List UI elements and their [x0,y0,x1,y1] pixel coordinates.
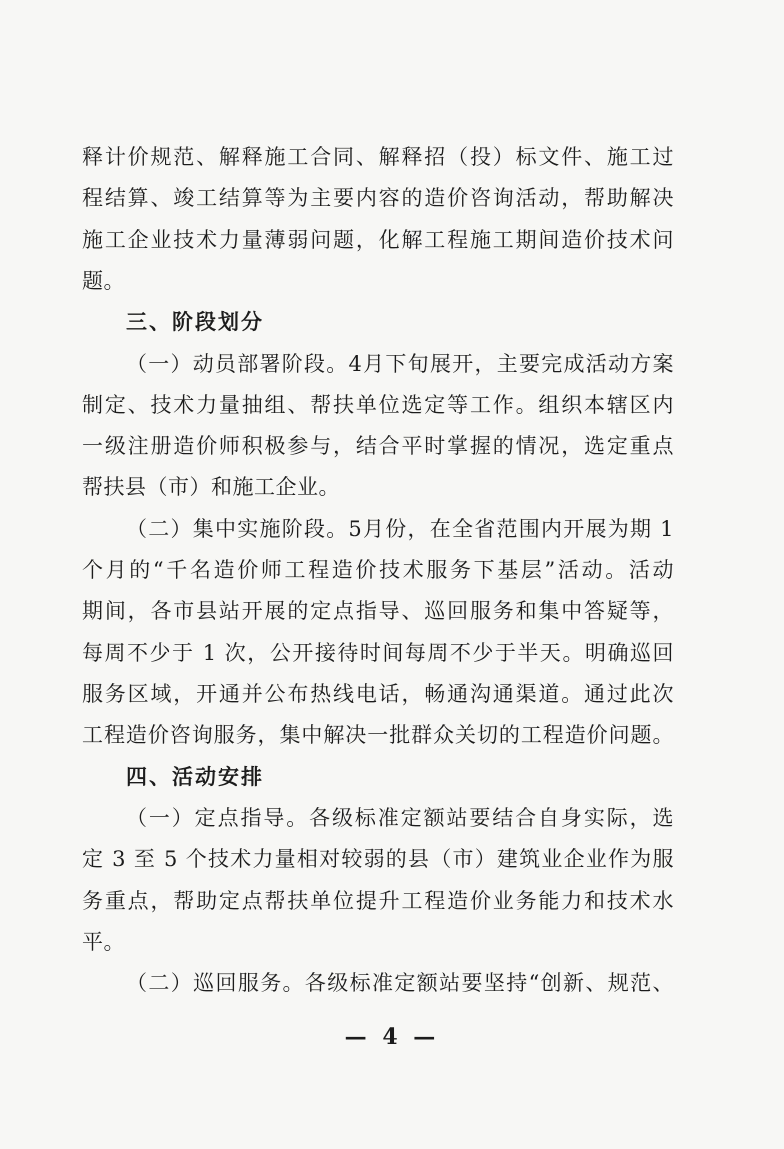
body-text-line: 个月的“千名造价师工程造价技术服务下基层”活动。活动 [82,558,674,582]
body-text-line: 施工企业技术力量薄弱问题，化解工程施工期间造价技术问 [82,228,674,252]
body-text-line: 务重点，帮助定点帮扶单位提升工程造价业务能力和技术水 [82,889,674,913]
body-text-line: 工程造价咨询服务，集中解决一批群众关切的工程造价问题。 [82,723,674,747]
body-text-line: 题。 [82,269,125,293]
section-heading: 三、阶段划分 [126,310,264,334]
body-text-line: 帮扶县（市）和施工企业。 [82,475,340,499]
body-text-line: （二）集中实施阶段。5月份，在全省范围内开展为期 1 [126,517,674,541]
body-text-line: 期间，各市县站开展的定点指导、巡回服务和集中答疑等， [82,599,674,623]
body-text-line: 释计价规范、解释施工合同、解释招（投）标文件、施工过 [82,145,674,169]
body-text-line: 服务区域，开通并公布热线电话，畅通沟通渠道。通过此次 [82,682,674,706]
body-text-line: （二）巡回服务。各级标准定额站要坚持“创新、规范、 [126,971,674,995]
body-text-line: 程结算、竣工结算等为主要内容的造价咨询活动，帮助解决 [82,186,674,210]
body-text-line: （一）定点指导。各级标准定额站要结合自身实际，选 [126,806,674,830]
body-text-line: 每周不少于 1 次，公开接待时间每周不少于半天。明确巡回 [82,641,674,665]
body-text-line: 制定、技术力量抽组、帮扶单位选定等工作。组织本辖区内 [82,393,674,417]
body-text-line: （一）动员部署阶段。4月下旬展开，主要完成活动方案 [126,352,674,376]
body-text-line: 平。 [82,930,125,954]
section-heading: 四、活动安排 [126,765,264,789]
body-text-line: 定 3 至 5 个技术力量相对较弱的县（市）建筑业企业作为服 [82,847,674,871]
page-number: — 4 — [344,1024,440,1050]
body-text-line: 一级注册造价师积极参与，结合平时掌握的情况，选定重点 [82,434,674,458]
